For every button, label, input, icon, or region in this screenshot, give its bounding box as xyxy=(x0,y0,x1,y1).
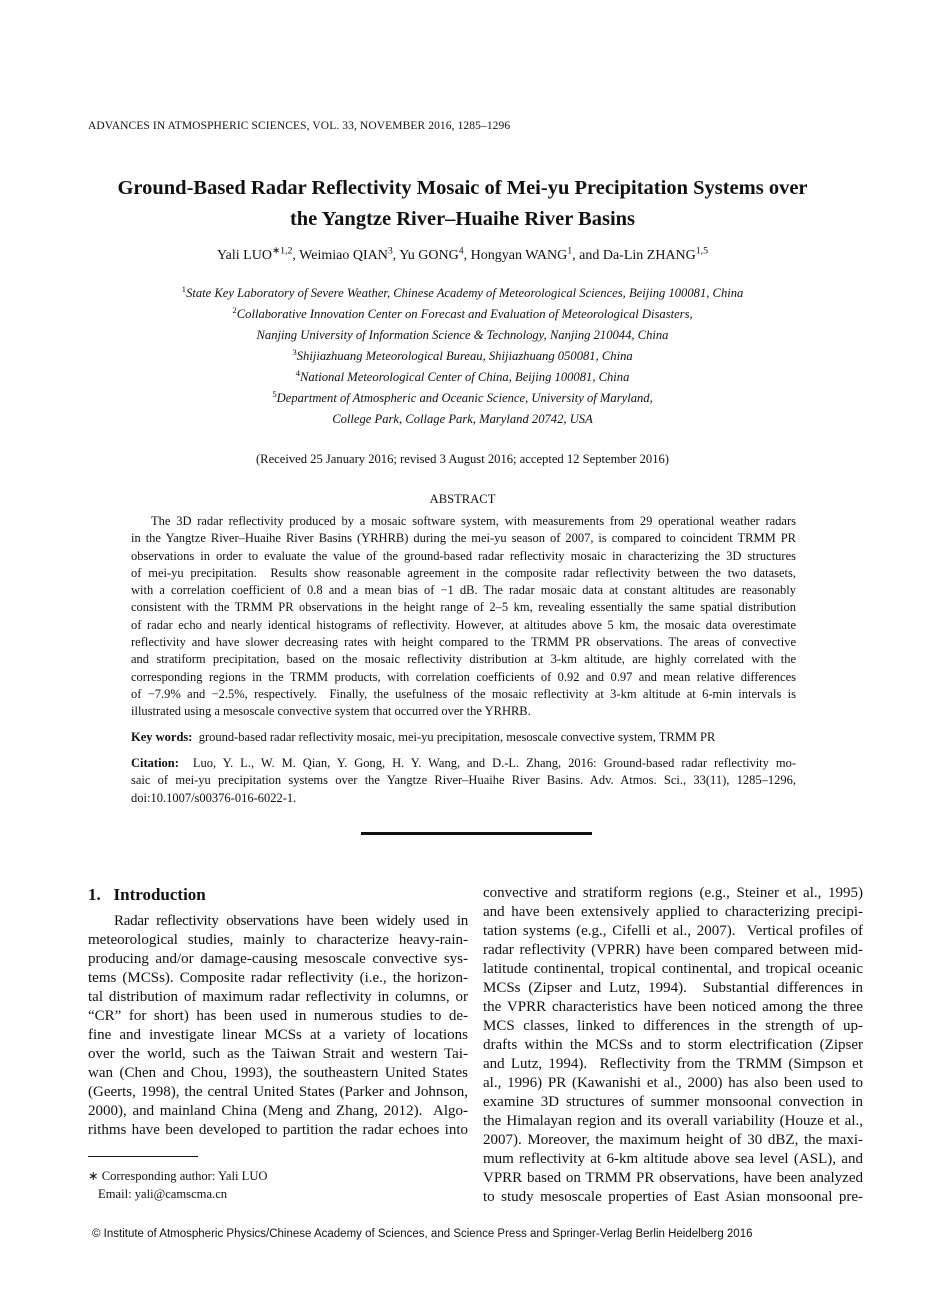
author-affiliation-mark: 1 xyxy=(567,245,573,257)
abstract-line: of radar echo and nearly identical histograms of reflectivity. However, at altitudes above 5 km, the mosaic data overestimate xyxy=(131,617,796,632)
paper-title xyxy=(60,173,865,235)
citation xyxy=(131,755,796,807)
running-head: ADVANCES IN ATMOSPHERIC SCIENCES, VOL. 33, NOVEMBER 2016, 1285–1296 xyxy=(88,120,511,132)
body-line: fine and investigate linear MCSs at a variety of locations xyxy=(88,1027,468,1043)
author-affiliation-mark: 4 xyxy=(458,245,464,257)
body-line: al., 1996) PR (Kawanishi et al., 2000) has also been used to xyxy=(483,1075,863,1091)
left-column xyxy=(88,884,468,1140)
affiliation-line xyxy=(60,409,865,430)
body-line: MCSs (Zipser and Lutz, 1994). Substantial differences in xyxy=(483,980,863,996)
affiliation-text: National Meteorological Center of China, Beijing 100081, China xyxy=(300,370,630,384)
affiliation-text: Collaborative Innovation Center on Forecast and Evaluation of Meteorological Disasters, xyxy=(236,307,693,321)
affiliation-number: 2 xyxy=(232,304,237,315)
citation-line xyxy=(131,790,796,807)
footnote-line: ∗ Corresponding author: Yali LUO xyxy=(88,1169,268,1183)
author-name: Hongyan WANG xyxy=(470,248,568,263)
abstract-line: corresponding regions in the TRMM products, with correlation coefficients of 0.92 and 0.97 and mean relative differences xyxy=(131,669,796,684)
body-line: Radar reflectivity observations have been widely used in xyxy=(114,913,468,929)
section-divider xyxy=(361,832,592,835)
abstract-line: consistent with the TRMM PR observations in the height range of 2–5 km, revealing essentially the same spatial distribution xyxy=(131,600,796,615)
abstract-line: of −7.9% and −2.5%, respectively. Finally, the usefulness of the mosaic reflectivity at 3-km altitude at 6-min intervals is xyxy=(131,686,796,701)
footnote-line: Email: yali@camscma.cn xyxy=(98,1187,228,1201)
keywords-label: Key words: xyxy=(131,730,193,744)
citation-line xyxy=(131,755,796,772)
body-line: wan (Chen and Chou, 1993), the southeastern United States xyxy=(88,1065,468,1081)
author-list xyxy=(60,245,865,264)
right-column xyxy=(483,884,863,1207)
affiliation-text: Shijiazhuang Meteorological Bureau, Shijiazhuang 050081, China xyxy=(296,349,633,363)
body-line: the Himalayan region and its overall variability (Houze et al., xyxy=(483,1113,863,1129)
abstract-line: The 3D radar reflectivity produced by a mosaic software system, with measurements from 29 operational weather radars xyxy=(151,514,796,528)
footnote-rule xyxy=(88,1156,198,1157)
abstract-line: reflectivity and have slower decreasing rates with height compared to the TRMM PR observations. The areas of convective xyxy=(131,635,796,650)
affiliation-line xyxy=(60,346,865,367)
affiliation-line xyxy=(60,304,865,325)
abstract-line: observations in order to evaluate the value of the ground-based radar reflectivity mosaic in characterizing the 3D structures xyxy=(131,548,796,563)
section-heading: 1. Introduction xyxy=(88,885,206,904)
body-line: meteorological studies, mainly to characterize heavy-rain- xyxy=(88,932,468,948)
body-line: tation systems (e.g., Cifelli et al., 2007). Vertical profiles of xyxy=(483,923,863,939)
author-affiliation-mark: 3 xyxy=(387,245,393,257)
abstract-heading: ABSTRACT xyxy=(429,492,496,506)
body-line: MCS classes, linked to differences in the strength of up- xyxy=(483,1018,863,1034)
affiliation-line xyxy=(60,367,865,388)
author-name: Weimiao QIAN xyxy=(299,248,388,263)
body-line: producing and/or damage-causing mesoscale convective sys- xyxy=(88,951,468,967)
body-line: rithms have been developed to partition the radar echoes into xyxy=(88,1122,468,1138)
abstract xyxy=(131,513,796,721)
keywords xyxy=(131,730,796,745)
body-line: VPRR based on TRMM PR observations, have been analyzed xyxy=(483,1170,863,1186)
body-line: tems (MCSs). Composite radar reflectivity (i.e., the horizon- xyxy=(88,970,468,986)
author-affiliation-mark: 1,5 xyxy=(695,245,709,257)
body-line: latitude continental, tropical continental, and tropical oceanic xyxy=(483,961,863,977)
abstract-line: of mei-yu precipitation. Results show reasonable agreement in the composite radar reflectivity between the two datasets, xyxy=(131,565,796,580)
body-line: the VPRR characteristics have been noticed among the three xyxy=(483,999,863,1015)
body-line: and have been extensively applied to characterizing precipi- xyxy=(483,904,863,920)
affiliation-line xyxy=(60,388,865,409)
abstract-line: and stratiform precipitation, based on the mosaic reflectivity distribution at 3-km altitude, are highly correlated with the xyxy=(131,652,796,667)
affiliation-text: Department of Atmospheric and Oceanic Science, University of Maryland, xyxy=(276,391,653,405)
author-affiliation-mark: ∗1,2 xyxy=(271,245,293,257)
abstract-line: in the Yangtze River–Huaihe River Basins (YRHRB) during the mei-yu season of 2007, is compared to coincident TRMM PR xyxy=(131,531,796,546)
affiliation-line xyxy=(60,283,865,304)
keywords-text: ground-based radar reflectivity mosaic, mei-yu precipitation, mesoscale convective system, TRMM PR xyxy=(198,730,716,744)
affiliation-number: 1 xyxy=(181,283,187,294)
abstract-line: illustrated using a mesoscale convective system that occurred over the YRHRB. xyxy=(131,704,531,719)
affiliation-text: College Park, Collage Park, Maryland 20742, USA xyxy=(332,412,593,426)
body-line: over the world, such as the Taiwan Strait and western Tai- xyxy=(88,1046,468,1062)
author-separator: , xyxy=(292,248,300,263)
body-line: (Geerts, 1998), the central United States (Parker and Johnson, xyxy=(88,1084,468,1100)
footnote xyxy=(88,1167,268,1203)
body-line: tal distribution of maximum radar reflectivity in columns, or xyxy=(88,989,468,1005)
copyright: © Institute of Atmospheric Physics/Chinese Academy of Sciences, and Science Press and Springer-Verlag Berlin Heidelberg 2016 xyxy=(92,1228,753,1240)
author-name: Yu GONG xyxy=(399,248,459,263)
author-separator: , and xyxy=(572,248,603,263)
body-line: mum reflectivity at 6-km altitude above sea level (ASL), and xyxy=(483,1151,863,1167)
body-line: radar reflectivity (VPRR) have been compared between mid- xyxy=(483,942,863,958)
affiliation-number: 3 xyxy=(292,346,297,357)
author-separator: , xyxy=(392,248,400,263)
author-name: Yali LUO xyxy=(216,248,272,263)
citation-label: Citation: xyxy=(131,756,179,770)
abstract-line: with a correlation coefficient of 0.8 and a mean bias of −1 dB. The radar mosaic data at constant altitudes are reasonably xyxy=(131,583,796,598)
affiliation-text: State Key Laboratory of Severe Weather, Chinese Academy of Meteorological Sciences, Beijing 100081, China xyxy=(186,286,744,300)
citation-text: doi:10.1007/s00376-016-6022-1. xyxy=(131,790,297,805)
citation-line xyxy=(131,772,796,789)
received-dates: (Received 25 January 2016; revised 3 August 2016; accepted 12 September 2016) xyxy=(255,452,670,466)
body-line: 2007). Moreover, the maximum height of 30 dBZ, the maxi- xyxy=(483,1132,863,1148)
body-line: 2000), and mainland China (Meng and Zhang, 2012). Algo- xyxy=(88,1103,468,1119)
body-line: “CR” for short) has been used in numerous studies to de- xyxy=(88,1008,468,1024)
title-line: Ground-Based Radar Reflectivity Mosaic of Mei-yu Precipitation Systems over xyxy=(117,177,808,199)
affiliation-number: 5 xyxy=(272,388,277,399)
body-line: to study mesoscale properties of East Asian monsoonal pre- xyxy=(483,1189,863,1205)
affiliations xyxy=(60,283,865,430)
author-name: Da-Lin ZHANG xyxy=(602,248,696,263)
affiliation-line xyxy=(60,325,865,346)
body-line: examine 3D structures of summer monsoonal convection in xyxy=(483,1094,863,1110)
body-line: and Lutz, 1994). Reflectivity from the TRMM (Simpson et xyxy=(483,1056,863,1072)
affiliation-text: Nanjing University of Information Science & Technology, Nanjing 210044, China xyxy=(256,328,669,342)
citation-text: saic of mei-yu precipitation systems over the Yangtze River–Huaihe River Basins. Adv. Atmos. Sci., 33(11), 1285–1296, xyxy=(131,773,796,788)
title-line: the Yangtze River–Huaihe River Basins xyxy=(289,208,636,230)
body-line: drafts within the MCSs and to storm electrification (Zipser xyxy=(483,1037,863,1053)
body-line: convective and stratiform regions (e.g., Steiner et al., 1995) xyxy=(483,885,863,901)
affiliation-number: 4 xyxy=(295,367,300,378)
author-separator: , xyxy=(463,248,471,263)
citation-text: Luo, Y. L., W. M. Qian, Y. Gong, H. Y. Wang, and D.-L. Zhang, 2016: Ground-based radar reflectivity mo- xyxy=(192,756,797,770)
